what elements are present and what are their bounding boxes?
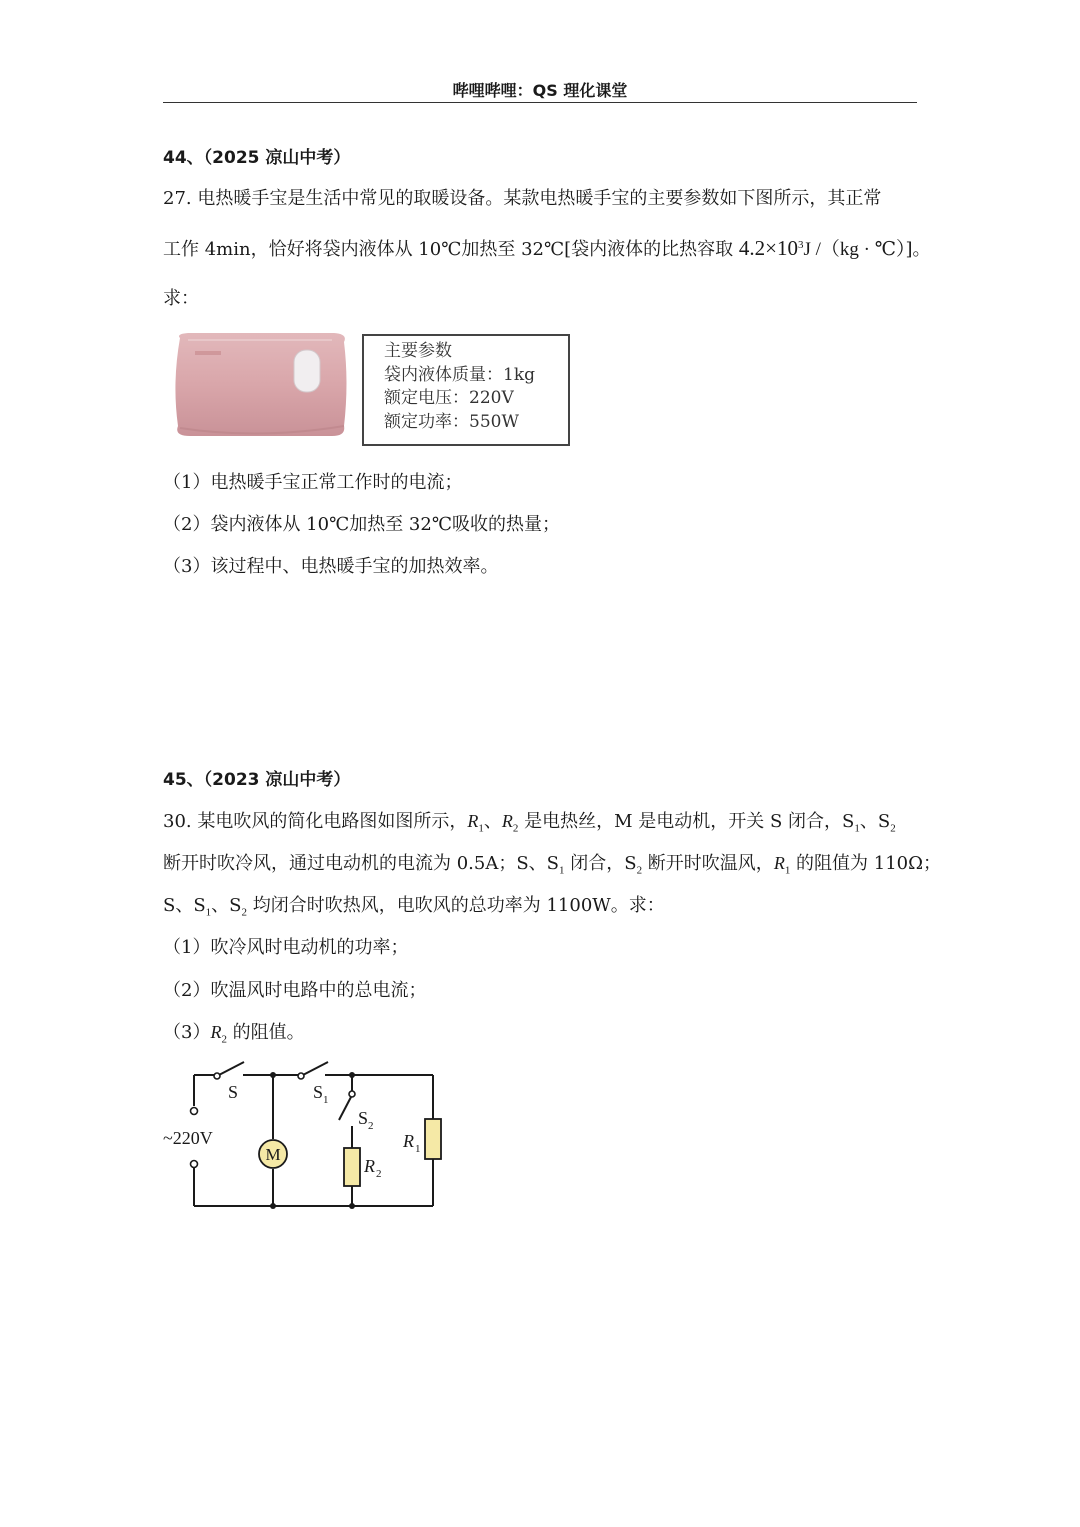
param-title: 主要参数 [384,341,452,361]
text: 均闭合时吹热风，电吹风的总功率为 1100W。求： [247,895,665,916]
subscript: 2 [512,822,519,835]
q45-subquestion-1: （1）吹冷风时电动机的功率； [163,937,409,958]
resistor-r1 [425,1119,441,1159]
q44-subquestion-3: （3）该过程中、电热暖手宝的加热效率。 [163,556,499,577]
junction-dot [349,1072,355,1078]
text: 、 [483,811,502,832]
resistor-r2-subscript: 2 [376,1168,382,1180]
text: 的阻值为 110Ω； [790,853,942,874]
junction-dot [349,1203,355,1209]
param-mass: 袋内液体质量：1kg [384,364,535,385]
switch-s-blade [217,1062,244,1076]
q44-stem-line2-text: 工作 4min，恰好将袋内液体从 10℃加热至 32℃[袋内液体的比热容取 [163,239,739,260]
switch-s1-label: S [313,1082,324,1102]
q45-heading: 45、（2023 凉山中考） [163,770,351,790]
q45-stem-line3 [163,891,665,919]
subscript: 2 [890,822,896,835]
q44-specific-heat-unit: J /（kg · ℃） [803,239,906,260]
text: S、S [163,895,206,916]
subscript: 2 [221,1033,227,1046]
circuit-diagram [155,1058,455,1218]
parameter-table [362,334,570,446]
subscript: 1 [784,864,791,877]
text: 、S [859,811,891,832]
q45-subquestion-2: （2）吹温风时电路中的总电流； [163,980,427,1001]
q44-stem-line3: 求： [163,288,199,309]
switch-s1-subscript: 1 [323,1094,329,1106]
resistor-r2 [344,1148,360,1186]
terminal-top [191,1108,198,1115]
switch-s-label: S [228,1082,239,1102]
resistor-r1-label: R [403,1131,414,1151]
q45-stem-line2 [163,849,941,877]
resistor-r1-subscript: 1 [415,1143,421,1155]
resistor-r2-label: R [364,1156,375,1176]
switch-s2-label: S [358,1108,369,1128]
r-symbol: R [467,811,479,831]
r-symbol: R [501,811,513,831]
terminal-bottom [191,1161,198,1168]
q44-specific-heat-exp: 3 [797,239,804,251]
subscript: 1 [478,822,484,835]
text: 是电热丝，M 是电动机，开关 S 闭合，S [518,811,855,832]
text: 断开时吹冷风，通过电动机的电流为 0.5A；S、S [163,853,560,874]
switch-s1-pivot [298,1073,304,1079]
switch-s-pivot [214,1073,220,1079]
q44-stem-line1: 27. 电热暖手宝是生活中常见的取暖设备。某款电热暖手宝的主要参数如下图所示，其正常 [163,188,882,209]
text: 、S [211,895,242,916]
text: 30. 某电吹风的简化电路图如图所示， [163,811,468,832]
subscript: 1 [205,906,212,919]
q44-heading: 44、（2025 凉山中考） [163,148,351,168]
q44-subquestion-1: （1）电热暖手宝正常工作时的电流； [163,472,463,493]
hand-warmer-photo [168,328,354,442]
param-power: 额定功率：550W [384,411,519,432]
switch-s1-blade [301,1062,328,1076]
text: （3） [163,1022,211,1043]
q44-specific-heat-value: 4.2×10 [738,236,798,260]
header-divider [163,102,917,103]
text: 的阻值。 [226,1022,305,1043]
switch-s2-subscript: 2 [368,1120,374,1132]
subscript: 1 [559,864,565,877]
motor-label: M [265,1145,281,1164]
r-symbol: R [210,1022,222,1042]
page-header-title: 哔哩哔哩：QS 理化课堂 [452,81,628,100]
voltage-label: ~220V [163,1128,213,1148]
subscript: 1 [854,822,860,835]
q45-subquestion-3 [163,1018,305,1046]
q44-stem-line2 [163,234,931,261]
junction-dot [270,1072,276,1078]
switch-s2-blade [339,1097,351,1120]
r-symbol: R [773,853,785,873]
text: 断开时吹温风， [642,853,774,874]
q45-stem-line1 [163,807,896,835]
junction-dot [270,1203,276,1209]
switch-s2-pivot [349,1091,355,1097]
q44-subquestion-2: （2）袋内液体从 10℃加热至 32℃吸收的热量； [163,514,560,535]
q44-stem-line2-end: ]。 [905,239,931,260]
param-voltage: 额定电压：220V [384,388,514,408]
subscript: 2 [636,864,643,877]
text: 闭合，S [564,853,637,874]
subscript: 2 [241,906,248,919]
